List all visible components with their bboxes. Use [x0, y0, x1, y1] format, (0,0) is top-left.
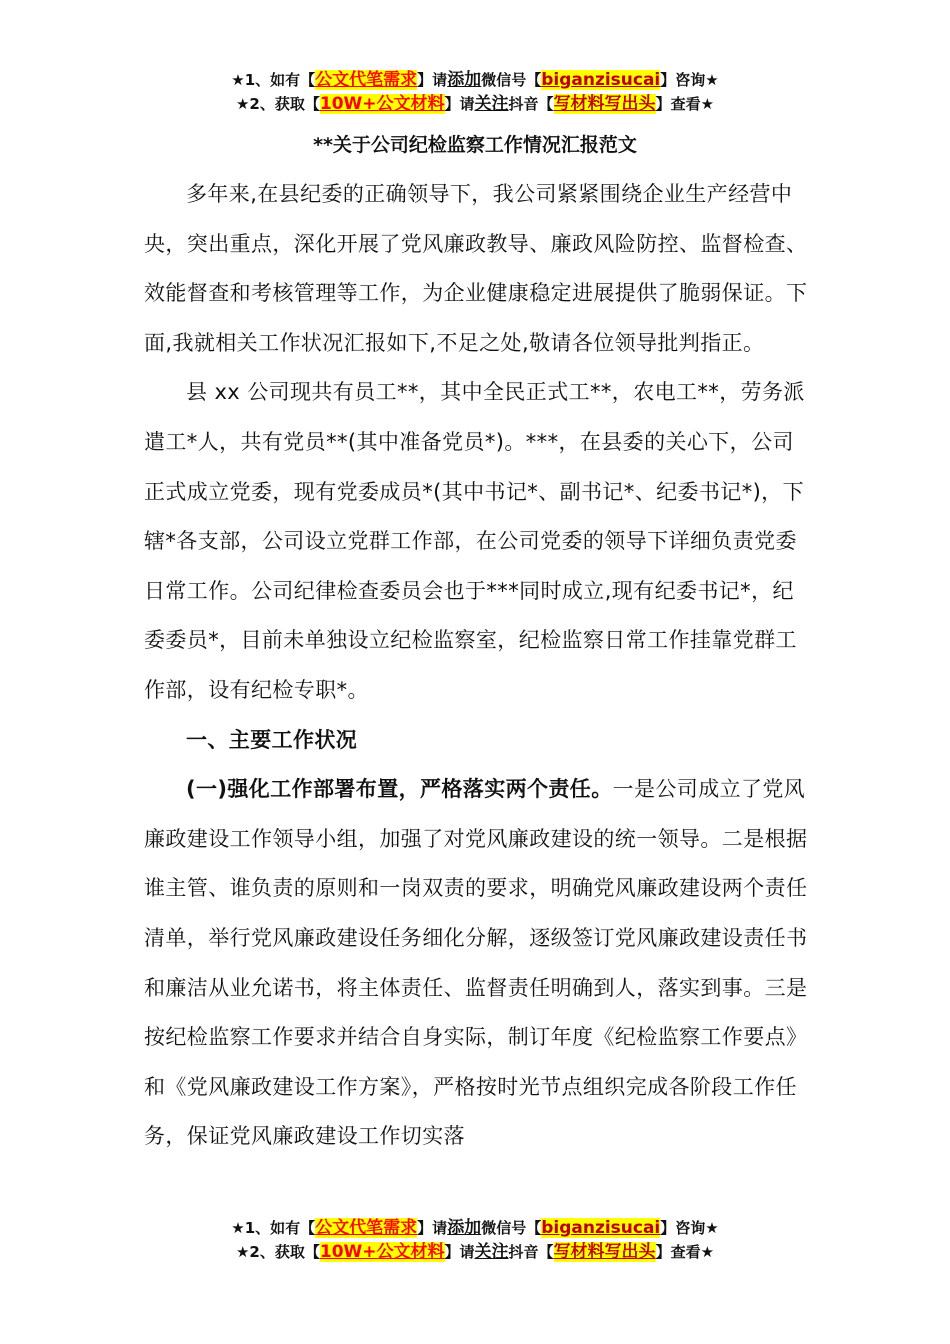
banner-underlined: 添加	[447, 70, 482, 90]
banner-text: 】查看★	[655, 95, 715, 113]
paragraph: 多年来,在县纪委的正确领导下，我公司紧紧围绕企业生产经营中央，突出重点，深化开展了党风廉政教导、廉政风险防控、监督检查、效能督查和考核管理等工作，为企业健康稳定进展提供了脆弱保证。下面,我就相关工作状况汇报如下,不足之处,敬请各位领导批判指正。	[144, 182, 808, 355]
banner-text: 】请	[417, 71, 448, 89]
bottom-banner	[0, 1216, 950, 1264]
paragraph	[144, 765, 810, 1162]
banner-text: 微信号【	[481, 1219, 542, 1237]
banner-text: 】查看★	[655, 1243, 715, 1261]
banner-highlight: 公文代笔需求	[315, 1218, 418, 1238]
banner-line-2	[0, 1240, 950, 1264]
banner-text: 】咨询★	[660, 71, 719, 89]
section-heading: 一、主要工作状况	[186, 727, 358, 752]
banner-underlined: 关注	[474, 94, 509, 114]
banner-text: ★2、获取【	[235, 95, 320, 113]
banner-text: ★1、如有【	[231, 1219, 316, 1237]
banner-text: ★1、如有【	[231, 71, 316, 89]
subsection-heading: (一)强化工作部署布置，严格落实两个责任。	[186, 777, 613, 802]
banner-text: ★2、获取【	[235, 1243, 320, 1261]
banner-highlight: 公文代笔需求	[315, 70, 418, 90]
banner-highlight: 10W+公文材料	[319, 94, 445, 114]
document-title: **关于公司纪检监察工作情况汇报范文	[313, 134, 637, 156]
banner-highlight: 写材料写出头	[553, 94, 656, 114]
banner-text: 】请	[444, 1243, 475, 1261]
paragraph: 县 xx 公司现共有员工**，其中全民正式工**，农电工**，劳务派遣工*人，共有党员**(其中准备党员*)。***，在县委的关心下，公司正式成立党委，现有党委成员*(其中书记*、副书记*、纪委书记*)，下辖*各支部，公司设立党群工作部，在公司党委的领导下详细负责党委日常工作。公司纪律检查委员会也于***同时成立,现有纪委书记*，纪委委员*，目前未单独设立纪检监察室，纪检监察日常工作挂靠党群工作部，设有纪检专职*。	[144, 380, 805, 702]
subsection-body: 一是公司成立了党风廉政建设工作领导小组，加强了对党风廉政建设的统一领导。二是根据谁主管、谁负责的原则和一岗双责的要求，明确党风廉政建设两个责任清单，举行党风廉政建设任务细化分解，逐级签订党风廉政建设责任书和廉洁从业允诺书，将主体责任、监督责任明确到人，落实到事。三是按纪检监察工作要求并结合自身实际，制订年度《纪检监察工作要点》和《党风廉政建设工作方案》，严格按时光节点组织完成各阶段工作任务，保证党风廉政建设工作切实落	[144, 777, 808, 1149]
banner-line-1	[0, 1216, 950, 1240]
banner-highlight: 写材料写出头	[553, 1242, 656, 1262]
banner-highlight: 10W+公文材料	[319, 1242, 445, 1262]
banner-text: 】请	[417, 1219, 448, 1237]
banner-text: 】咨询★	[660, 1219, 719, 1237]
banner-highlight: biganzisucai	[541, 1218, 661, 1238]
banner-text: 】请	[444, 95, 475, 113]
banner-text: 微信号【	[481, 71, 542, 89]
banner-highlight: biganzisucai	[541, 70, 661, 90]
banner-line-1	[0, 68, 950, 92]
document-body	[144, 170, 810, 1162]
banner-underlined: 添加	[447, 1218, 482, 1238]
banner-text: 抖音【	[508, 1243, 554, 1261]
banner-underlined: 关注	[474, 1242, 509, 1262]
banner-line-2	[0, 92, 950, 116]
top-banner	[0, 68, 950, 116]
banner-text: 抖音【	[508, 95, 554, 113]
